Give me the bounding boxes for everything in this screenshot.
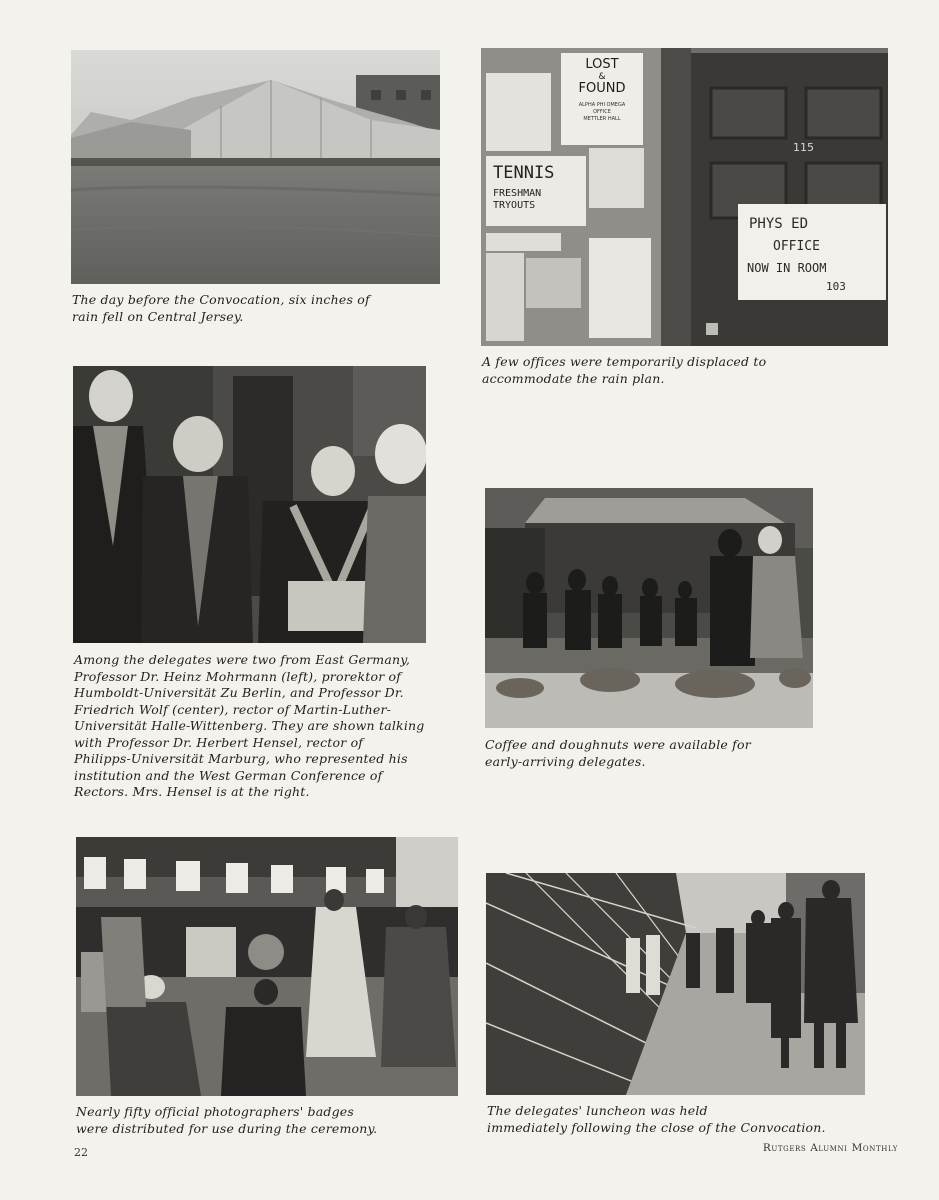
offices-scene bbox=[481, 48, 888, 346]
photographers-scene bbox=[76, 837, 458, 1096]
caption-photographers: Nearly fifty official photographers' badges were distributed for use during the ceremony. bbox=[76, 1104, 378, 1136]
coffee-scene bbox=[485, 488, 813, 728]
svg-text:ALPHA PHI OMEGA: ALPHA PHI OMEGA bbox=[578, 102, 626, 108]
svg-text:FOUND: FOUND bbox=[578, 81, 626, 96]
page-number: 22 bbox=[74, 1146, 88, 1159]
svg-text:PHYS ED: PHYS ED bbox=[749, 216, 809, 232]
caption-luncheon: The delegates' luncheon was held immediately following the close of the Convocation. bbox=[487, 1103, 826, 1135]
caption-offices: A few offices were temporarily displaced to accommodate the rain plan. bbox=[482, 354, 767, 386]
tents-scene bbox=[71, 50, 440, 284]
svg-text:&: & bbox=[598, 72, 606, 82]
svg-text:OFFICE: OFFICE bbox=[773, 239, 820, 254]
caption-coffee: Coffee and doughnuts were available for early-arriving delegates. bbox=[485, 737, 751, 769]
svg-text:TENNIS: TENNIS bbox=[493, 163, 555, 183]
photo-luncheon bbox=[486, 873, 865, 1095]
svg-text:NOW IN ROOM: NOW IN ROOM bbox=[747, 261, 827, 275]
photo-delegates bbox=[73, 366, 426, 643]
luncheon-scene bbox=[486, 873, 865, 1095]
photo-tents bbox=[71, 50, 440, 284]
svg-text:FRESHMAN: FRESHMAN bbox=[493, 188, 542, 199]
svg-text:103: 103 bbox=[826, 280, 846, 293]
caption-tents: The day before the Convocation, six inches of rain fell on Central Jersey. bbox=[72, 292, 370, 324]
svg-text:METTLER HALL: METTLER HALL bbox=[583, 116, 621, 122]
caption-delegates: Among the delegates were two from East Germany, Professor Dr. Heinz Mohrmann (left), prorektor of Humboldt-Universität Zu Berlin, and Professor Dr. Friedrich Wolf (center), rector of Martin-Luther- Universität Halle-Wittenberg. They are shown talking with Professor Dr. Herbert Hensel, rector of Philipps-Universität Marburg, who represented his institution and the West German Conference of Rectors. Mrs. Hensel is at the right. bbox=[74, 652, 425, 799]
svg-text:115: 115 bbox=[793, 141, 814, 154]
photo-offices bbox=[481, 48, 888, 346]
publication-name: Rutgers Alumni Monthly bbox=[762, 1142, 898, 1154]
photo-photographers bbox=[76, 837, 458, 1096]
delegates-scene bbox=[73, 366, 426, 643]
svg-text:OFFICE: OFFICE bbox=[593, 109, 611, 115]
svg-text:TRYOUTS: TRYOUTS bbox=[493, 200, 536, 211]
photo-coffee bbox=[485, 488, 813, 728]
svg-text:LOST: LOST bbox=[585, 57, 619, 72]
